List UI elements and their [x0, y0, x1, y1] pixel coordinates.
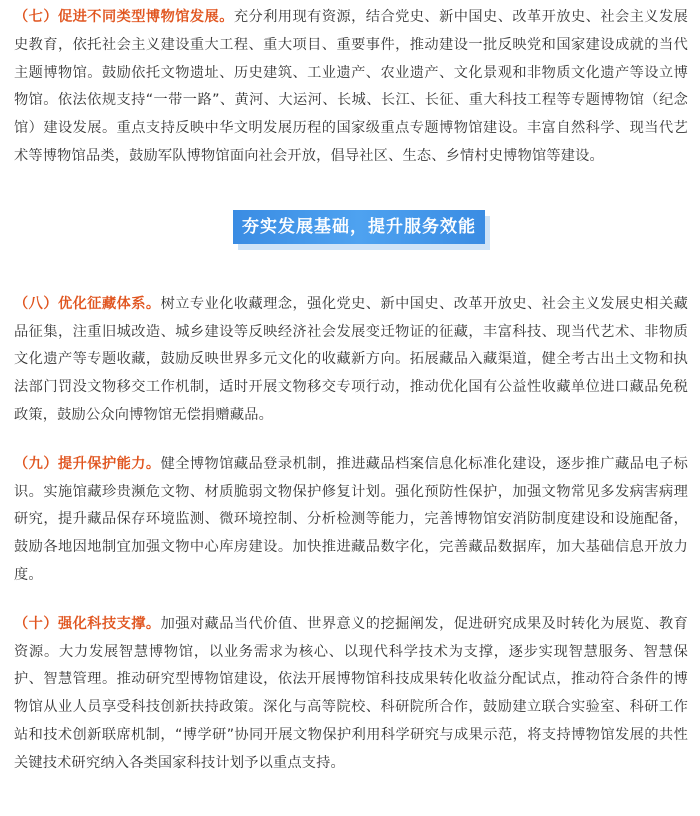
section-9-paragraph — [14, 451, 688, 590]
section-8-heading: （八）优化征藏体系。 — [14, 295, 161, 312]
section-8-body: 树立专业化收藏理念，强化党史、新中国史、改革开放史、社会主义发展史相关藏品征集，注重旧城改造、城乡建设等反映经济社会发展变迁物证的征藏，丰富科技、现当代艺术、非物质文化遗产等专题收藏，鼓励反映世界多元文化的收藏新方向。拓展藏品入藏渠道，健全考古出土文物和执法部门罚没文物移交工作机制，适时开展文物移交专项行动，推动优化国有公益性收藏单位进口藏品免税政策，鼓励公众向博物馆无偿捐赠藏品。 — [14, 295, 688, 423]
section-8-paragraph — [14, 291, 688, 430]
section-10-paragraph — [14, 611, 688, 778]
section-7-paragraph — [14, 0, 688, 171]
section-9-heading: （九）提升保护能力。 — [14, 455, 161, 472]
section-10-heading: （十）强化科技支撑。 — [14, 615, 161, 632]
section-7-body: 充分利用现有资源，结合党史、新中国史、改革开放史、社会主义发展史教育，依托社会主义建设重大工程、重大项目、重要事件，推动建设一批反映党和国家建设成就的当代主题博物馆。鼓励依托文物遗址、历史建筑、工业遗产、农业遗产、文化景观和非物质文化遗产等设立博物馆。依法依规支持“一带一路”、黄河、大运河、长城、长江、长征、重大科技工程等专题博物馆（纪念馆）建设发展。重点支持反映中华文明发展历程的国家级重点专题博物馆建设。丰富自然科学、现当代艺术等博物馆品类，鼓励军队博物馆面向社会开放，倡导社区、生态、乡情村史博物馆等建设。 — [14, 9, 688, 164]
section-banner — [14, 171, 688, 291]
section-7-heading: （七）促进不同类型博物馆发展。 — [14, 9, 234, 25]
section-10-body: 加强对藏品当代价值、世界意义的挖掘阐发，促进研究成果及时转化为展览、教育资源。大力发展智慧博物馆，以业务需求为核心、以现代科学技术为支撑，逐步实现智慧服务、智慧保护、智慧管理。推动研究型博物馆建设，依法开展博物馆科技成果转化收益分配试点，推动符合条件的博物馆从业人员享受科技创新扶持政策。深化与高等院校、科研院所合作，鼓励建立联合实验室、科研工作站和技术创新联席机制，“博学研”协同开展文物保护利用科学研究与成果示范，将支持博物馆发展的共性关键技术研究纳入各类国家科技计划予以重点支持。 — [14, 615, 688, 771]
section-9-body: 健全博物馆藏品登录机制，推进藏品档案信息化标准化建设，逐步推广藏品电子标识。实施馆藏珍贵濒危文物、材质脆弱文物保护修复计划。强化预防性保护，加强文物常见多发病害病理研究，提升藏品保存环境监测、微环境控制、分析检测等能力，完善博物馆安消防制度建设和设施配备，鼓励各地因地制宜加强文物中心库房建设。加快推进藏品数字化，完善藏品数据库，加大基础信息开放力度。 — [14, 455, 688, 583]
banner-title: 夯实发展基础，提升服务效能 — [233, 210, 485, 244]
